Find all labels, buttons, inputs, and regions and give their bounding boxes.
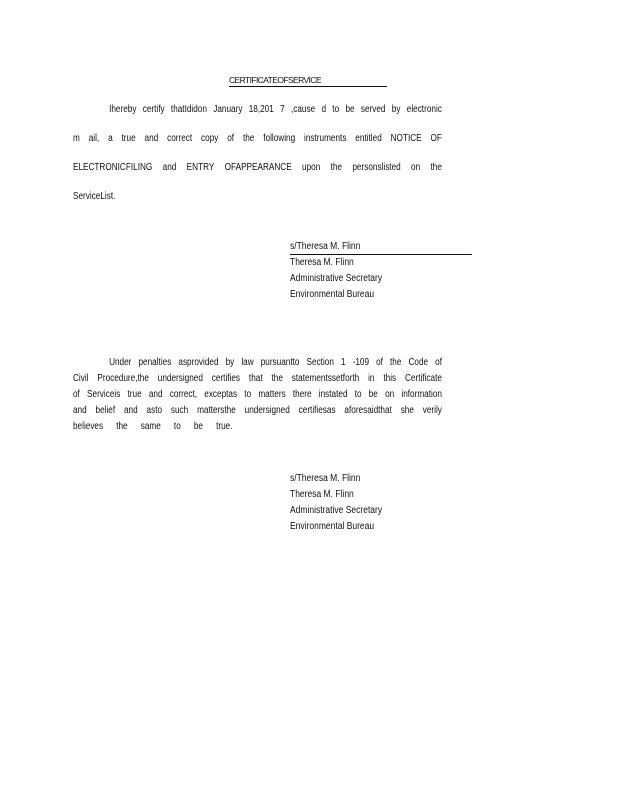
word: be <box>368 389 378 400</box>
word: Ihereby <box>109 104 137 115</box>
word: Certificate <box>405 373 442 384</box>
word: and <box>123 405 138 416</box>
word: of <box>227 133 235 144</box>
word: and <box>73 405 87 416</box>
word: personslisted <box>352 162 401 173</box>
signature-block-1 <box>290 241 472 305</box>
word: entitled <box>355 133 382 144</box>
signer-title: Administrative Secretary <box>290 273 383 284</box>
word: undersigned <box>244 405 290 416</box>
word: the <box>271 373 283 384</box>
word: m <box>73 133 80 144</box>
word: matters <box>258 389 286 400</box>
word: that <box>248 373 263 384</box>
word: ail, <box>88 133 100 144</box>
signer-title: Administrative Secretary <box>290 505 383 516</box>
word: undersigned <box>157 373 203 384</box>
word: statementssetforth <box>291 373 360 384</box>
word: Serviceis <box>87 389 121 400</box>
word: 1 <box>340 357 346 368</box>
signature-line: s/Theresa M. Flinn <box>290 241 472 255</box>
word: true <box>127 389 142 400</box>
signer-department: Environmental Bureau <box>290 521 375 532</box>
word: to <box>173 421 181 432</box>
word: Procedure,the <box>97 373 149 384</box>
word: of <box>376 357 383 368</box>
word: the <box>430 162 442 173</box>
word: she <box>400 405 414 416</box>
word: there <box>292 389 312 400</box>
word: the <box>242 133 255 144</box>
signature-line: s/Theresa M. Flinn <box>290 473 361 484</box>
word: verily <box>422 405 442 416</box>
word: ServiceList. <box>73 191 116 202</box>
word: to <box>244 389 252 400</box>
word: 7 <box>280 104 285 115</box>
paragraph2-line-4 <box>73 405 442 421</box>
word: electronic <box>406 104 442 115</box>
word: certifiesas <box>298 405 336 416</box>
word: a <box>108 133 113 144</box>
word: of <box>435 357 442 368</box>
paragraph1-line-2 <box>73 133 442 162</box>
word: d <box>321 104 327 115</box>
word: ELECTRONICFILING <box>73 162 153 173</box>
penalty-paragraph <box>73 357 442 437</box>
word: thatIdidon <box>170 104 207 115</box>
signer-name: Theresa M. Flinn <box>290 489 354 500</box>
word: -109 <box>352 357 370 368</box>
word: certifies <box>211 373 241 384</box>
word: of <box>73 389 80 400</box>
word: served <box>360 104 386 115</box>
word: ,cause <box>290 104 316 115</box>
word: asto <box>146 405 163 416</box>
word: January <box>213 104 243 115</box>
word: to <box>332 104 340 115</box>
word: exceptas <box>204 389 238 400</box>
word: OFAPPEARANCE <box>224 162 292 173</box>
word: and <box>148 389 163 400</box>
word: law <box>241 357 254 368</box>
word: belief <box>95 405 116 416</box>
word: Civil <box>73 373 89 384</box>
signer-department: Environmental Bureau <box>290 289 375 300</box>
document-title: CERTIFICATEOFSERVICE <box>229 75 387 87</box>
word: be <box>193 421 203 432</box>
paragraph2-line-5 <box>73 421 442 437</box>
word: correct <box>167 133 193 144</box>
word: on <box>385 389 395 400</box>
word: true <box>121 133 136 144</box>
word: on <box>411 162 421 173</box>
paragraph1-line-4 <box>73 191 442 220</box>
word: the <box>116 421 128 432</box>
paragraph2-line-1 <box>73 357 442 373</box>
paragraph1-line-3 <box>73 162 442 191</box>
word: asprovided <box>178 357 219 368</box>
word: this <box>383 373 397 384</box>
word: pursuantto <box>260 357 300 368</box>
word: aforesaidthat <box>344 405 392 416</box>
word: certify <box>142 104 165 115</box>
word: correct, <box>169 389 198 400</box>
paragraph1-line-1 <box>73 104 442 133</box>
word: Code <box>408 357 429 368</box>
word: by <box>391 104 401 115</box>
word: Section <box>306 357 334 368</box>
word: to <box>354 389 362 400</box>
word: NOTICE <box>390 133 422 144</box>
paragraph2-line-3 <box>73 389 442 405</box>
word: in <box>368 373 375 384</box>
word: be <box>345 104 355 115</box>
word: instruments <box>304 133 347 144</box>
word: the <box>389 357 402 368</box>
word: the <box>330 162 343 173</box>
word: same <box>140 421 161 432</box>
word: 18,201 <box>248 104 274 115</box>
word: information <box>401 389 442 400</box>
word: penalties <box>138 357 172 368</box>
word: instated <box>318 389 348 400</box>
word: OF <box>430 133 442 144</box>
word: Under <box>109 357 132 368</box>
word: by <box>225 357 235 368</box>
word: true. <box>216 421 233 432</box>
word: following <box>263 133 296 144</box>
word: mattersthe <box>197 405 236 416</box>
word: and <box>162 162 177 173</box>
word: believes <box>73 421 104 432</box>
word: upon <box>302 162 321 173</box>
word: ENTRY <box>186 162 215 173</box>
paragraph2-line-2 <box>73 373 442 389</box>
word: and <box>144 133 159 144</box>
signature-block-2 <box>290 473 472 537</box>
certification-paragraph <box>73 104 442 220</box>
word: copy <box>201 133 219 144</box>
signer-name: Theresa M. Flinn <box>290 257 354 268</box>
word: such <box>170 405 189 416</box>
